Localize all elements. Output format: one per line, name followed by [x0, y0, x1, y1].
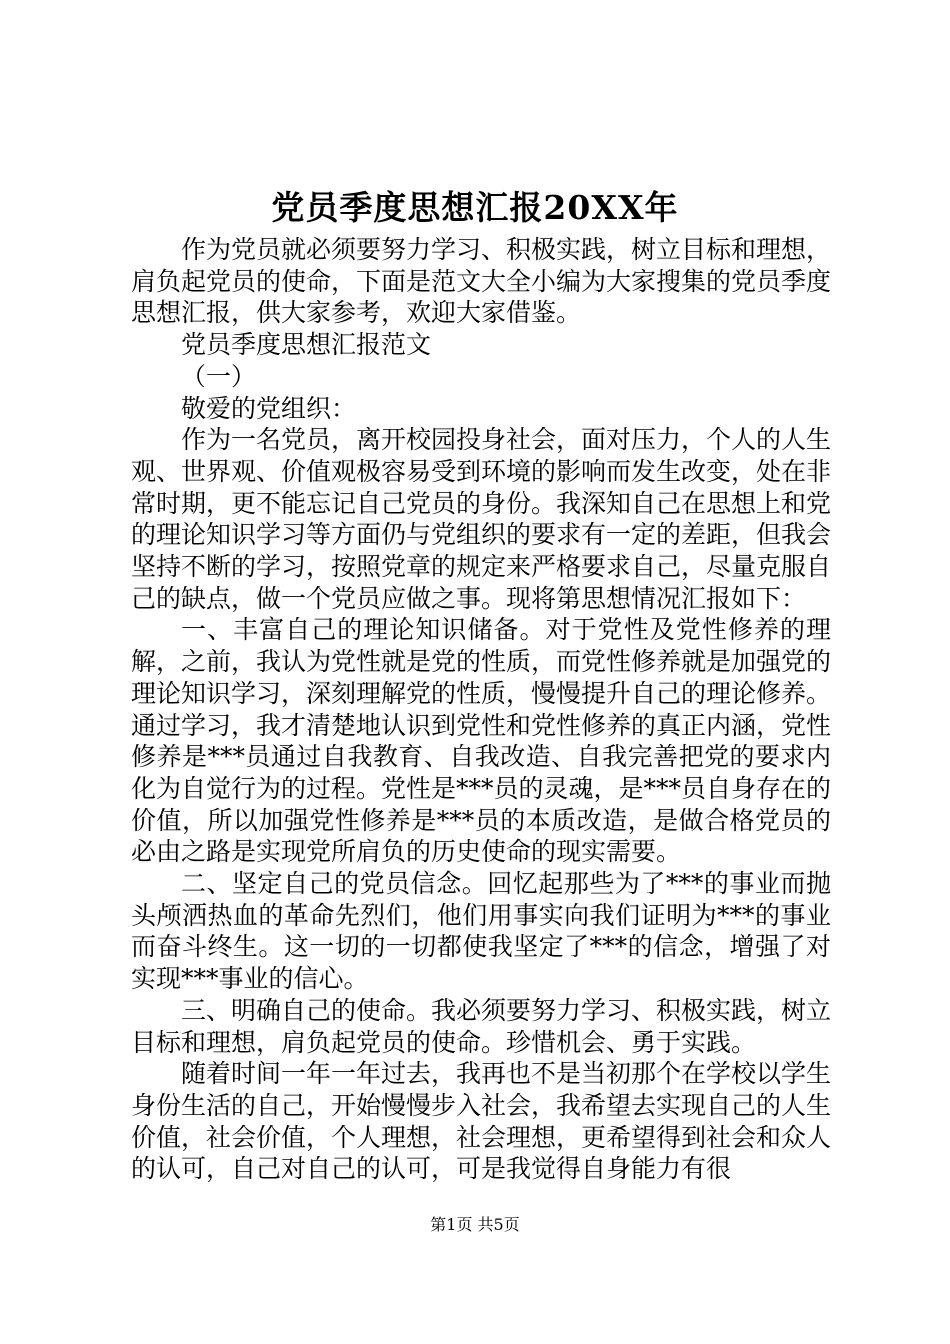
body-paragraph: 一、丰富自己的理论知识储备。对于党性及党性修养的理解，之前，我认为党性就是党的性质，而党性修养就是加强党的理论知识学习，深刻理解党的性质，慢慢提升自己的理论修养。通过学习，我才清楚地认识到党性和党性修养的真正内涵，党性修养是***员通过自我教育、自我改造、自我完善把党的要求内化为自觉行为的过程。党性是***员的灵魂，是***员自身存在的价值，所以加强党性修养是***员的本质改造，是做合格党员的必由之路是实现党所肩负的历史使命的现实需要。 [131, 615, 832, 867]
document-body [131, 234, 831, 1185]
page-footer: 第1页 共5页 [430, 1215, 520, 1234]
intro-paragraph: 作为党员就必须要努力学习、积极实践，树立目标和理想，肩负起党员的使命，下面是范文大全小编为大家搜集的党员季度思想汇报，供大家参考，欢迎大家借鉴。 [131, 235, 832, 328]
salutation: 敬爱的党组织： [181, 393, 357, 423]
body-paragraph: 二、坚定自己的党员信念。回忆起那些为了***的事业而抛头颅洒热血的革命先烈们，他们用事实向我们证明为***的事业而奋斗终生。这一切的一切都使我坚定了***的信念，增强了对实现***事业的信心。 [131, 869, 831, 994]
body-paragraph: 随着时间一年一年过去，我再也不是当初那个在学校以学生身份生活的自己，开始慢慢步入社会，我希望去实现自己的人生价值，社会价值，个人理想，社会理想，更希望得到社会和众人的认可，自己对自己的认可，可是我觉得自身能力有很 [131, 1059, 832, 1184]
body-paragraph: 三、明确自己的使命。我必须要努力学习、积极实践，树立目标和理想，肩负起党员的使命。珍惜机会、勇于实践。 [131, 995, 832, 1057]
body-paragraph: 作为一名党员，离开校园投身社会，面对压力，个人的人生观、世界观、价值观极容易受到环境的影响而发生改变，处在非常时期，更不能忘记自己党员的身份。我深知自己在思想上和党的理论知识学习等方面仍与党组织的要求有一定的差距，但我会坚持不断的学习，按照党章的规定来严格要求自己，尽量克服自己的缺点，做一个党员应做之事。现将第思想情况汇报如下： [131, 425, 832, 613]
section-heading: 党员季度思想汇报范文 [181, 330, 432, 360]
section-number: （一） [181, 361, 257, 391]
document-title: 党员季度思想汇报20XX年 [271, 188, 679, 227]
